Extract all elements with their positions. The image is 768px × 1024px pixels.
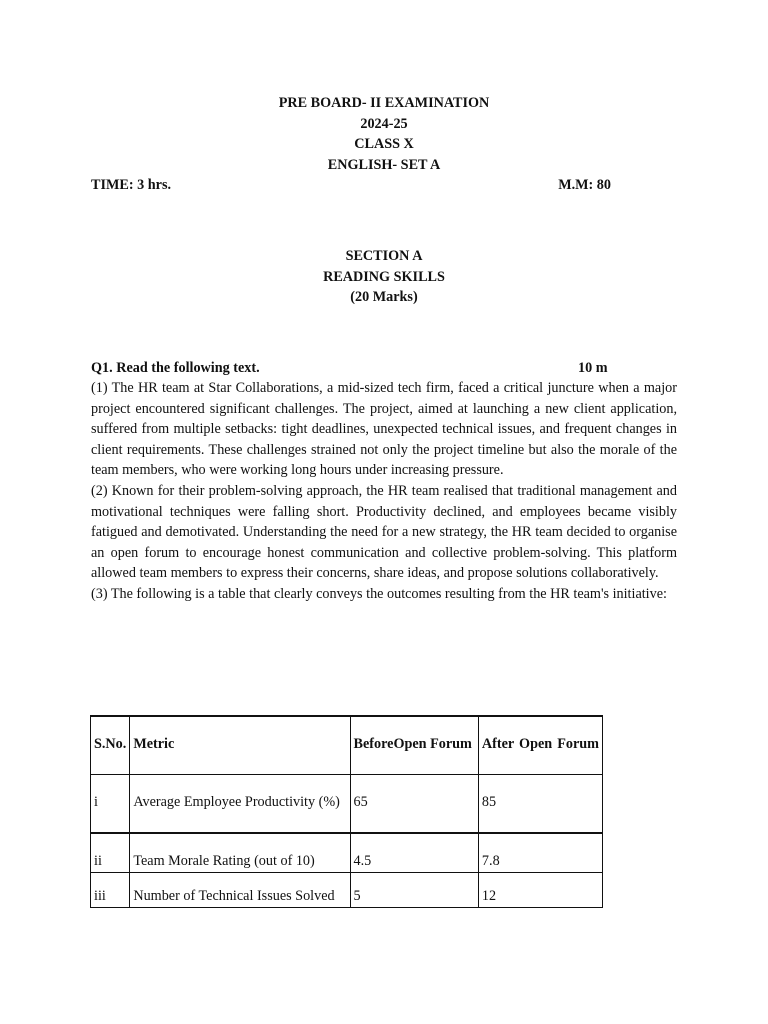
section-subtitle: READING SKILLS <box>323 268 445 285</box>
cell-metric: Team Morale Rating (out of 10) <box>130 833 350 873</box>
cell-before: 4.5 <box>350 833 478 873</box>
header-sno: S.No. <box>91 716 130 775</box>
header-metric: Metric <box>130 716 350 775</box>
cell-before: 65 <box>350 775 478 834</box>
table-row <box>91 775 603 834</box>
header-before: BeforeOpen Forum <box>350 716 478 775</box>
cell-sno: ii <box>91 833 130 873</box>
exam-class: CLASS X <box>354 136 414 152</box>
table-row <box>91 873 603 908</box>
section-title: SECTION A <box>345 248 423 264</box>
time-label: TIME: 3 hrs. <box>91 177 172 193</box>
header-after: After Open Forum <box>478 716 602 775</box>
section-header <box>0 246 768 308</box>
cell-metric: Number of Technical Issues Solved <box>130 873 350 908</box>
cell-after: 7.8 <box>478 833 602 873</box>
table-row <box>91 833 603 873</box>
max-marks-label: M.M: 80 <box>558 177 611 193</box>
section-marks: (20 Marks) <box>350 289 418 305</box>
cell-after: 85 <box>478 775 602 834</box>
exam-subject: ENGLISH- SET A <box>327 156 441 173</box>
question-marks: 10 m <box>578 360 608 376</box>
cell-sno: i <box>91 775 130 834</box>
table-header-row <box>91 716 603 775</box>
exam-year: 2024-25 <box>360 115 408 132</box>
passage-paragraph-1: (1) The HR team at Star Collaborations, a mid-sized tech firm, faced a critical juncture when a major project encountered significant challenges. The project, aimed at launching a new client application, suffered from multiple setbacks: tight deadlines, unexpected technical issues, and frequent changes in client requirements. These challenges strained not only the project timeline but also the morale of the team members, who were working long hours under increasing pressure. <box>91 380 677 479</box>
exam-header <box>0 93 768 175</box>
passage-paragraph-3: (3) The following is a table that clearly conveys the outcomes resulting from the HR team's initiative: <box>91 585 667 602</box>
outcomes-table <box>90 715 603 908</box>
reading-passage <box>91 378 677 605</box>
exam-title: PRE BOARD- II EXAMINATION <box>278 95 490 111</box>
cell-after: 12 <box>478 873 602 908</box>
question-label: Q1. Read the following text. <box>91 360 260 376</box>
cell-sno: iii <box>91 873 130 908</box>
cell-before: 5 <box>350 873 478 908</box>
passage-paragraph-2: (2) Known for their problem-solving approach, the HR team realised that traditional management and motivational techniques were falling short. Productivity declined, and employees became visibly fatigued and demotivated. Understanding the need for a new strategy, the HR team decided to organise an open forum to encourage honest communication and collective problem-solving. This platform allowed team members to express their concerns, share ideas, and propose solutions collaboratively. <box>91 482 677 582</box>
cell-metric: Average Employee Productivity (%) <box>130 775 350 834</box>
